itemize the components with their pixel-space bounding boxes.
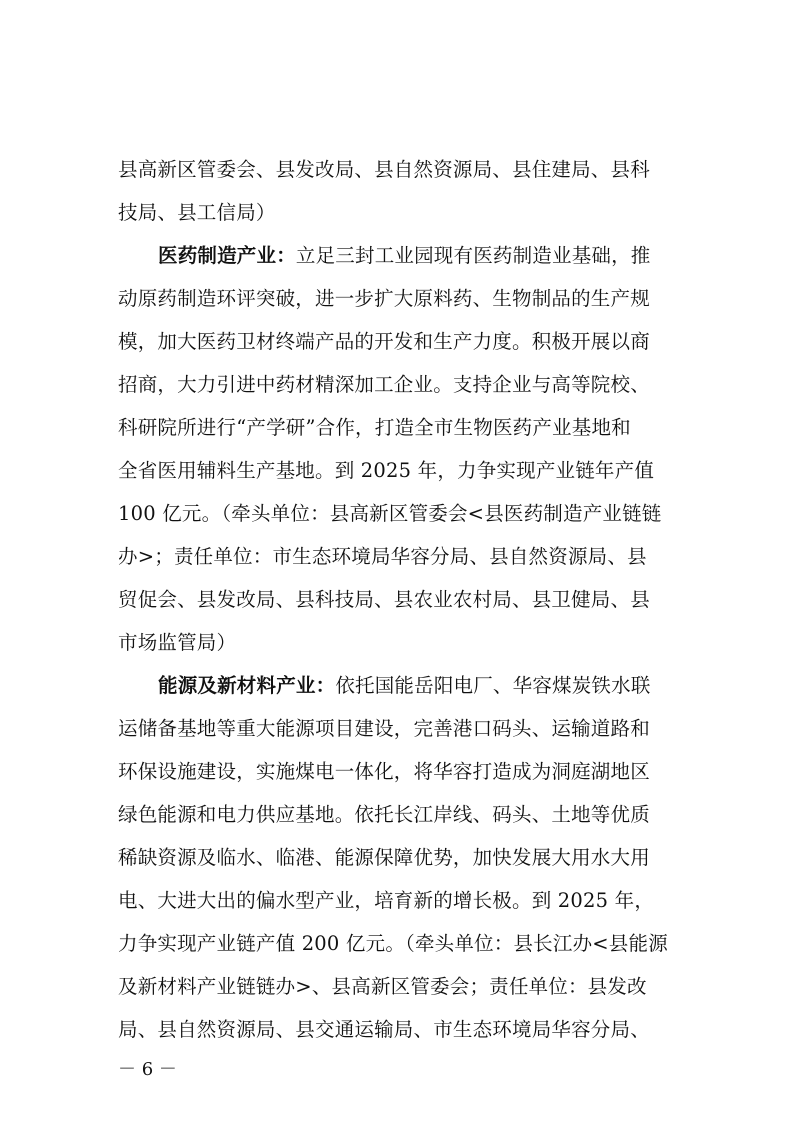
page-number: － 6 －	[118, 1059, 177, 1080]
paragraph-line: 模，加大医药卫材终端产品的开发和生产力度。积极开展以商	[118, 330, 650, 353]
paragraph-line: 局、县自然资源局、县交通运输局、市生态环境局华容分局、	[118, 1018, 650, 1041]
paragraph-line: 市场监管局）	[118, 631, 237, 654]
section-heading-energy: 能源及新材料产业：	[158, 674, 336, 697]
paragraph-line: 贸促会、县发改局、县科技局、县农业农村局、县卫健局、县	[118, 588, 650, 611]
paragraph-text: 立足三封工业园现有医药制造业基础，推	[295, 244, 651, 267]
paragraph-line: 县高新区管委会、县发改局、县自然资源局、县住建局、县科	[118, 158, 650, 181]
paragraph-line: 环保设施建设，实施煤电一体化，将华容打造成为洞庭湖地区	[118, 760, 650, 783]
paragraph-line: 电、大进大出的偏水型产业，培育新的增长极。到 2025 年，	[118, 889, 655, 912]
paragraph-line: 力争实现产业链产值 200 亿元。（牵头单位：县长江办<县能源	[118, 932, 668, 955]
paragraph-line: 稀缺资源及临水、临港、能源保障优势，加快发展大用水大用	[118, 846, 650, 869]
section-heading-medicine: 医药制造产业：	[158, 244, 296, 267]
paragraph-line: 招商，大力引进中药材精深加工企业。支持企业与高等院校、	[118, 373, 650, 396]
paragraph-line: 全省医用辅料生产基地。到 2025 年，力争实现产业链年产值	[118, 459, 655, 482]
paragraph-line: 科研院所进行“产学研”合作，打造全市生物医药产业基地和	[118, 416, 631, 439]
paragraph-line: 及新材料产业链链办>、县高新区管委会；责任单位：县发改	[118, 975, 647, 998]
paragraph-line-energy-heading	[158, 674, 683, 698]
paragraph-line: 运储备基地等重大能源项目建设，完善港口码头、运输道路和	[118, 717, 650, 740]
paragraph-line: 100 亿元。（牵头单位：县高新区管委会<县医药制造产业链链	[118, 502, 662, 525]
paragraph-text: 依托国能岳阳电厂、华容煤炭铁水联	[335, 674, 651, 697]
paragraph-line: 办>；责任单位：市生态环境局华容分局、县自然资源局、县	[118, 545, 647, 568]
paragraph-line: 绿色能源和电力供应基地。依托长江岸线、码头、土地等优质	[118, 803, 650, 826]
paragraph-line-medicine-heading	[158, 244, 683, 268]
paragraph-line: 动原药制造环评突破，进一步扩大原料药、生物制品的生产规	[118, 287, 650, 310]
paragraph-line: 技局、县工信局）	[118, 201, 276, 224]
